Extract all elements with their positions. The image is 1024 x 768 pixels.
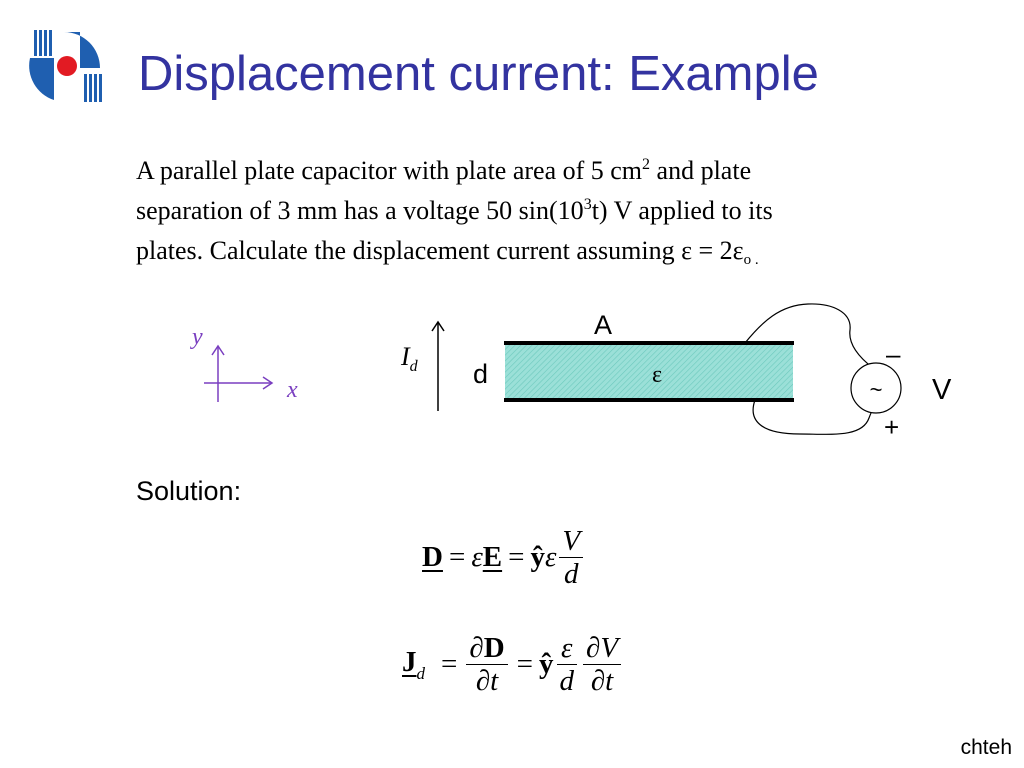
superscript: 2 — [642, 156, 651, 173]
equation-displacement-current-density — [402, 632, 624, 697]
eq2-fraction-2 — [557, 632, 578, 697]
superscript: 3 — [583, 196, 592, 213]
subscript: o . — [743, 252, 759, 268]
eq2-den-3: ∂t — [590, 665, 614, 697]
ac-source-symbol: ~ — [869, 377, 883, 402]
coordinate-axes — [204, 346, 272, 402]
current-symbol: $I_d$ — [401, 342, 418, 375]
plus-sign: + — [884, 412, 900, 442]
eq1-E: E — [482, 541, 503, 573]
dielectric-region — [505, 344, 793, 399]
eq2-y-hat: ŷ — [539, 648, 554, 680]
eq2-equals: = — [441, 648, 458, 680]
eq2-fraction-3 — [583, 632, 621, 697]
slide-title: Displacement current: Example — [138, 47, 819, 101]
equation-d-field — [422, 525, 586, 590]
y-axis-label: y — [192, 324, 203, 350]
eq2-fraction-1 — [466, 632, 507, 697]
voltage-label: V — [932, 374, 952, 406]
current-arrow — [432, 322, 444, 411]
separation-label: d — [473, 359, 489, 389]
problem-text: and plate — [650, 156, 752, 185]
eq2-num-3: ∂V — [586, 632, 619, 664]
footer-author: chteh — [960, 736, 1012, 759]
eq2-J-letter: J — [402, 645, 417, 678]
eq1-num: V — [562, 525, 581, 557]
eq1-y-hat: ŷ — [530, 541, 545, 573]
problem-text: plates. Calculate the displacement current assuming ε = 2ε — [136, 236, 744, 265]
eq1-equals: = — [448, 541, 466, 573]
eq2-num-2: ε — [561, 632, 573, 664]
solution-label: Solution: — [136, 476, 242, 506]
eq1-den: d — [564, 558, 579, 590]
problem-text: t) V applied to its — [591, 196, 773, 225]
permittivity-label: ε — [652, 362, 663, 388]
problem-text: separation of 3 mm has a voltage 50 sin(10 — [136, 196, 584, 225]
eq2-J-sub: d — [416, 663, 425, 683]
eq1-equals-2: = — [508, 541, 525, 573]
x-axis-label: x — [287, 377, 298, 403]
eq1-fraction — [559, 525, 583, 590]
area-label: A — [594, 310, 613, 340]
eq2-den-1: ∂t — [475, 665, 499, 697]
eq1-eps: ε — [471, 541, 483, 573]
eq1-D: D — [422, 541, 443, 573]
minus-sign: – — [886, 339, 901, 369]
eq1-eps-2: ε — [544, 541, 557, 573]
problem-text: A parallel plate capacitor with plate area of 5 cm — [136, 156, 643, 185]
eq2-J — [402, 646, 425, 684]
eq2-equals-2: = — [516, 648, 534, 680]
eq2-den-2: d — [559, 665, 575, 697]
eq2-num-1: ∂D — [469, 632, 505, 664]
